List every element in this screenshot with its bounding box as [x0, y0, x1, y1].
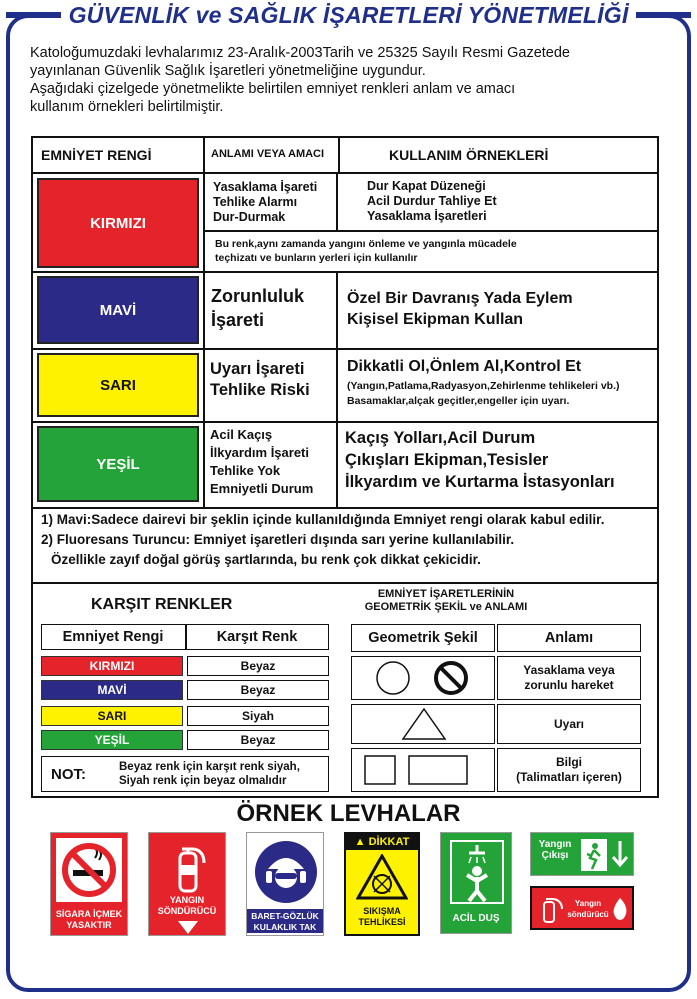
- note-line: 2) Fluoresans Turuncu: Emniyet işaretleri dışında sarı yerine kullanılabilir.: [41, 532, 515, 547]
- intro-line: kullanım örnekleri belirtilmiştir.: [30, 99, 224, 115]
- contrast-note-text: Beyaz renk için karşıt renk siyah, Siyah renk için beyaz olmalıdır: [119, 761, 300, 787]
- extinguisher-small-icon: [538, 894, 568, 924]
- sign-fire-extinguisher-small: Yangın söndürücü: [530, 886, 634, 930]
- arrow-down-icon: [178, 921, 198, 935]
- contrast-value-red: Beyaz: [240, 659, 276, 673]
- page-title: GÜVENLİK ve SAĞLIK İŞARETLERİ YÖNETMELİĞİ: [61, 0, 637, 30]
- geometry-meaning-rectangle: Bilgi (Talimatları içeren): [516, 755, 622, 784]
- triangle-icon: [399, 706, 449, 742]
- color-swatch-yellow: SARI: [37, 353, 199, 417]
- contrast-header-contrast: Karşıt Renk: [216, 629, 298, 645]
- geometry-header-shape: Geometrik Şekil: [368, 630, 478, 646]
- sign-emergency-shower: ACİL DUŞ: [440, 832, 512, 934]
- geometry-header-meaning: Anlamı: [544, 630, 594, 646]
- sign-fire-extinguisher: YANGIN SÖNDÜRÜCÜ: [148, 832, 226, 936]
- contrast-color-green: YEŞİL: [94, 733, 130, 747]
- circle-icon: [373, 658, 473, 698]
- usage-red: Dur Kapat Düzeneği Acil Durdur Tahliye Et Yasaklama İşaretleri: [367, 179, 497, 223]
- meaning-green: Acil Kaçış İlkyardım İşareti Tehlike Yok Emniyetli Durum: [210, 427, 314, 496]
- header-color: EMNİYET RENGİ: [41, 147, 152, 163]
- contrast-value-green: Beyaz: [240, 733, 276, 747]
- contrast-color-yellow: SARI: [97, 709, 127, 723]
- usage-green: Kaçış Yolları,Acil Durum Çıkışları Ekipman,Tesisler İlkyardım ve Kurtarma İstasyonları: [345, 429, 615, 491]
- color-swatch-green: YEŞİL: [37, 426, 199, 502]
- sign-no-smoking: SİGARA İÇMEK YASAKTIR: [50, 832, 128, 936]
- sign-warning: ▲ DİKKAT SIKIŞMA TEHLİKESİ: [344, 832, 420, 936]
- notes: [41, 510, 604, 570]
- color-swatch-blue: MAVİ: [37, 276, 199, 344]
- fire-icon: [610, 896, 630, 922]
- meaning-red: Yasaklama İşareti Tehlike Alarmı Dur-Durmak: [213, 180, 318, 224]
- contrast-title: KARŞIT RENKLER: [91, 596, 233, 613]
- intro-text: [30, 44, 680, 116]
- crush-hazard-icon: [356, 854, 408, 900]
- contrast-note-label: NOT:: [51, 766, 86, 783]
- note-line: Özellikle zayıf doğal görüş şartlarında, bu renk çok dikkat çekicidir.: [51, 552, 481, 567]
- shower-icon: [449, 839, 505, 905]
- intro-line: Katoloğumuzdaki levhalarımız 23-Aralık-2003Tarih ve 25325 Sayılı Resmi Gazetede: [30, 45, 570, 61]
- meaning-yellow: Uyarı İşareti Tehlike Riski: [210, 360, 310, 399]
- ppe-icon: [253, 839, 319, 905]
- no-smoking-icon: [59, 840, 119, 900]
- geometry-meaning-triangle: Uyarı: [553, 717, 585, 731]
- geometry-title: EMNİYET İŞARETLERİNİN GEOMETRİK ŞEKİL ve ANLAMI: [364, 588, 528, 613]
- header-meaning: ANLAMI VEYA AMACI: [211, 148, 325, 160]
- header-usage: KULLANIM ÖRNEKLERİ: [389, 147, 549, 163]
- geometry-meaning-circle: Yasaklama veya zorunlu hareket: [523, 663, 615, 692]
- meaning-blue: Zorunluluk İşareti: [211, 286, 304, 330]
- contrast-value-blue: Beyaz: [240, 683, 276, 697]
- sign-fire-exit: Yangın Çıkışı: [530, 832, 634, 876]
- page-title-wrap: [0, 0, 697, 30]
- intro-line: yayınlanan Güvenlik Sağlık İşaretleri yönetmeliğine uygundur.: [30, 63, 426, 79]
- intro-line: Aşağıdaki çizelgede yönetmelikte belirtilen emniyet renkleri anlam ve amacı: [30, 81, 516, 97]
- contrast-header-color: Emniyet Rengi: [62, 629, 164, 645]
- rectangle-icon: [363, 752, 483, 788]
- sign-ppe: BARET-GÖZLÜK KULAKLIK TAK: [246, 832, 324, 936]
- color-swatch-red: KIRMIZI: [37, 178, 199, 268]
- note-red: Bu renk,aynı zamanda yangını önleme ve yangınla mücadele teçhizatı ve bunların yerleri için kullanılır: [215, 238, 517, 264]
- note-line: 1) Mavi:Sadece dairevi bir şeklin içinde kullanıldığında Emniyet rengi olarak kabul edilir.: [41, 512, 605, 527]
- contrast-color-blue: MAVİ: [97, 683, 127, 697]
- safety-color-table: [31, 136, 659, 798]
- contrast-color-red: KIRMIZI: [89, 659, 135, 673]
- contrast-value-yellow: Siyah: [241, 709, 274, 723]
- warning-header: ▲ DİKKAT: [346, 834, 418, 850]
- examples-title: ÖRNEK LEVHALAR: [236, 800, 461, 827]
- fire-extinguisher-icon: [168, 839, 208, 895]
- usage-yellow: Dikkatli Ol,Önlem Al,Kontrol Et (Yangın,Patlama,Radyasyon,Zehirlenme tehlikeleri vb.) Basamaklar,alçak geçitler,engeller için uyarı.: [347, 358, 620, 407]
- usage-blue: Özel Bir Davranış Yada Eylem Kişisel Ekipman Kullan: [347, 290, 573, 328]
- exit-icon: [579, 837, 633, 873]
